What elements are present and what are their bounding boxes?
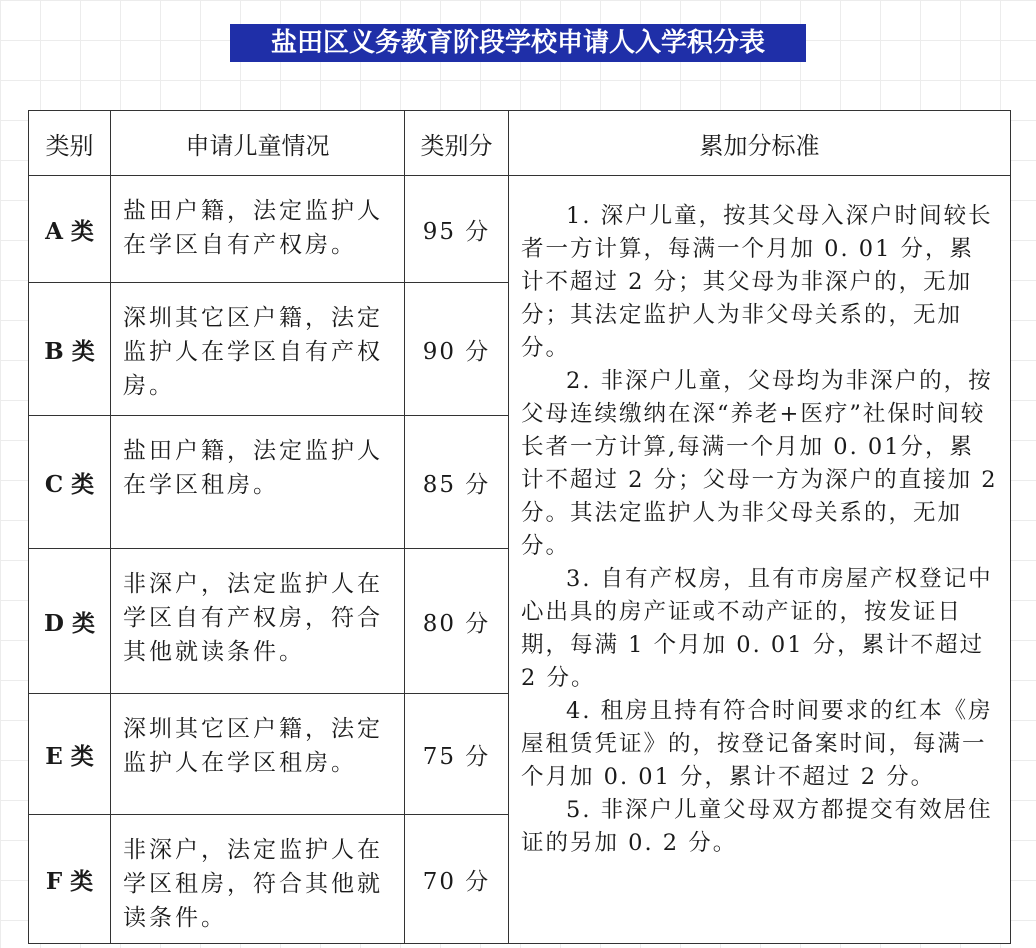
header-bonus: 累加分标准 xyxy=(509,111,1011,176)
category-cell: F 类 xyxy=(29,815,111,944)
category-cell: C 类 xyxy=(29,416,111,549)
header-category: 类别 xyxy=(29,111,111,176)
category-cell: E 类 xyxy=(29,694,111,815)
category-cell: D 类 xyxy=(29,549,111,694)
category-cell: B 类 xyxy=(29,283,111,416)
points-cell: 95 分 xyxy=(405,176,509,283)
header-points: 类别分 xyxy=(405,111,509,176)
bonus-rule: 2. 非深户儿童，父母均为非深户的，按父母连续缴纳在深“养老+医疗”社保时间较长者一方计算,每满一个月加 0. 01分，累计不超过 2 分；父母一方为深户的直接加 2 分。其法定监护人为非父母关系的，无加分。 xyxy=(521,368,998,559)
bonus-rule: 5. 非深户儿童父母双方都提交有效居住证的另加 0. 2 分。 xyxy=(521,797,993,856)
bonus-rule: 3. 自有产权房，且有市房屋产权登记中心出具的房产证或不动产证的，按发证日期，每满 1 个月加 0. 01 分，累计不超过 2 分。 xyxy=(521,566,993,691)
situation-cell: 盐田户籍，法定监护人在学区自有产权房。 xyxy=(111,176,405,283)
table-header-row xyxy=(29,111,1011,176)
situation-cell: 盐田户籍，法定监护人在学区租房。 xyxy=(111,416,405,549)
category-cell: A 类 xyxy=(29,176,111,283)
page-title: 盐田区义务教育阶段学校申请人入学积分表 xyxy=(230,24,806,62)
admission-score-table xyxy=(28,110,1011,944)
bonus-rule: 1. 深户儿童，按其父母入深户时间较长者一方计算，每满一个月加 0. 01 分，累计不超过 2 分；其父母为非深户的，无加分；其法定监护人为非父母关系的，无加分。 xyxy=(521,203,993,361)
points-cell: 75 分 xyxy=(405,694,509,815)
points-cell: 90 分 xyxy=(405,283,509,416)
bonus-rule: 4. 租房且持有符合时间要求的红本《房屋租赁凭证》的，按登记备案时间，每满一个月加 0. 01 分，累计不超过 2 分。 xyxy=(521,698,993,790)
header-situation: 申请儿童情况 xyxy=(111,111,405,176)
situation-cell: 深圳其它区户籍，法定监护人在学区租房。 xyxy=(111,694,405,815)
bonus-rules-cell xyxy=(509,176,1011,944)
points-cell: 85 分 xyxy=(405,416,509,549)
points-cell: 70 分 xyxy=(405,815,509,944)
situation-cell: 深圳其它区户籍，法定监护人在学区自有产权房。 xyxy=(111,283,405,416)
points-cell: 80 分 xyxy=(405,549,509,694)
table-row xyxy=(29,176,1011,283)
situation-cell: 非深户，法定监护人在学区自有产权房，符合其他就读条件。 xyxy=(111,549,405,694)
situation-cell: 非深户，法定监护人在学区租房，符合其他就读条件。 xyxy=(111,815,405,944)
